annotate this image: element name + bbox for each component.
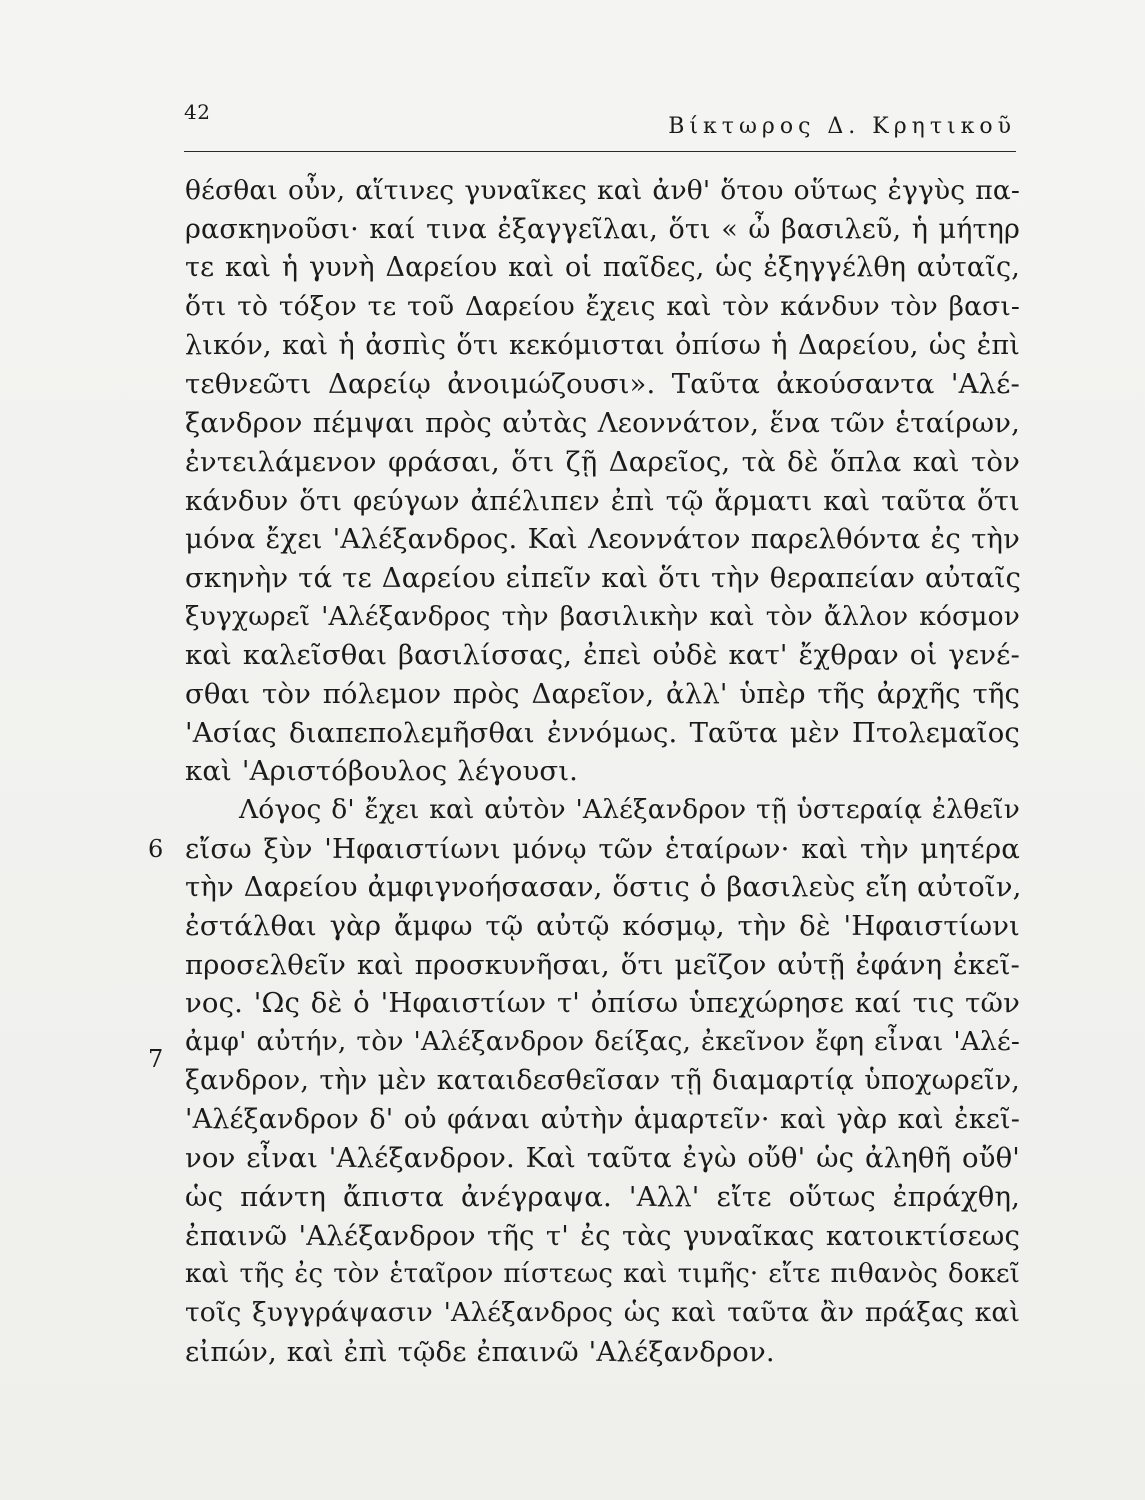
text-line: μόνα ἔχει 'Αλέξανδρος. Καὶ Λεοννάτον παρελθόντα ἐς τὴν: [185, 523, 1020, 556]
text-line: νος. 'Ως δὲ ὁ 'Ηφαιστίων τ' ὀπίσω ὑπεχώρησε καί τις τῶν: [185, 987, 1020, 1020]
text-line: ἐπαινῶ 'Αλέξανδρον τῆς τ' ἐς τὰς γυναῖκας κατοικτίσεως: [185, 1219, 1020, 1252]
text-line: 'Αλέξανδρον δ' οὐ φάναι αὐτὴν ἁμαρτεῖν· καὶ γὰρ καὶ ἐκεῖ-: [185, 1103, 1020, 1135]
text-line: σκηνὴν τά τε Δαρείου εἰπεῖν καὶ ὅτι τὴν θεραπείαν αὐταῖς: [185, 561, 1022, 594]
section-number-6: 6: [148, 835, 164, 863]
header-rule: [184, 151, 1016, 152]
text-line: ἐντειλάμενον φράσαι, ὅτι ζῇ Δαρεῖος, τὰ δὲ ὅπλα καὶ τὸν: [185, 445, 1020, 478]
text-line: τὴν Δαρείου ἀμφιγνοήσασαν, ὅστις ὁ βασιλεὺς εἴη αὐτοῖν,: [185, 871, 1022, 904]
text-line: ξανδρον πέμψαι πρὸς αὐτὰς Λεοννάτον, ἕνα τῶν ἑταίρων,: [185, 407, 1020, 440]
text-line: ρασκηνοῦσι· καί τινα ἐξαγγεῖλαι, ὅτι « ὦ βασιλεῦ, ἡ μήτηρ: [185, 213, 1020, 245]
text-line: τε καὶ ἡ γυνὴ Δαρείου καὶ οἱ παῖδες, ὡς ἐξηγγέλθη αὐταῖς,: [185, 252, 1020, 284]
text-line: προσελθεῖν καὶ προσκυνῆσαι, ὅτι μεῖζον αὐτῇ ἐφάνη ἐκεῖ-: [185, 948, 1020, 981]
text-line: σθαι τὸν πόλεμον πρὸς Δαρεῖον, ἀλλ' ὑπὲρ τῆς ἀρχῆς τῆς: [185, 677, 1020, 710]
running-head: Βίκτωρος Δ. Κρητικοῦ: [668, 114, 1016, 139]
text-line: ἀμφ' αὐτήν, τὸν 'Αλέξανδρον δείξας, ἐκεῖνον ἔφη εἶναι 'Αλέ-: [185, 1026, 1020, 1058]
text-line: ξανδρον, τὴν μὲν καταιδεσθεῖσαν τῇ διαμαρτίᾳ ὑποχωρεῖν,: [185, 1064, 1020, 1096]
text-line: καὶ τῆς ἐς τὸν ἑταῖρον πίστεως καὶ τιμῆς· εἴτε πιθανὸς δοκεῖ: [185, 1259, 1020, 1290]
text-line: ὅτι τὸ τόξον τε τοῦ Δαρείου ἔχεις καὶ τὸν κάνδυν τὸν βασι-: [185, 291, 1020, 323]
body-text: [185, 172, 1020, 1371]
text-line: θέσθαι οὖν, αἵτινες γυναῖκες καὶ ἀνθ' ὅτου οὕτως ἐγγὺς πα-: [185, 175, 1020, 206]
text-line: καὶ 'Αριστόβουλος λέγουσι.: [185, 755, 579, 788]
text-line: καὶ καλεῖσθαι βασιλίσσας, ἐπεὶ οὐδὲ κατ' ἔχθραν οἱ γενέ-: [185, 639, 1020, 672]
text-line: Λόγος δ' ἔχει καὶ αὐτὸν 'Αλέξανδρον τῇ ὑστεραίᾳ ἐλθεῖν: [239, 794, 1020, 825]
text-line: ξυγχωρεῖ 'Αλέξανδρος τὴν βασιλικὴν καὶ τὸν ἄλλον κόσμον: [185, 600, 1020, 632]
page-header: [184, 98, 1016, 152]
text-line: νον εἶναι 'Αλέξανδρον. Καὶ ταῦτα ἐγὼ οὔθ' ὡς ἀληθῆ οὔθ': [185, 1142, 1020, 1175]
text-line: λικόν, καὶ ἡ ἀσπὶς ὅτι κεκόμισται ὀπίσω ἡ Δαρείου, ὡς ἐπὶ: [185, 329, 1020, 361]
text-line: εἴσω ξὺν 'Ηφαιστίωνι μόνῳ τῶν ἑταίρων· καὶ τὴν μητέρα: [185, 832, 1020, 865]
text-line: τοῖς ξυγγράψασιν 'Αλέξανδρος ὡς καὶ ταῦτα ἂν πράξας καὶ: [185, 1296, 1020, 1328]
text-line: εἰπών, καὶ ἐπὶ τῷδε ἐπαινῶ 'Αλέξανδρον.: [185, 1335, 775, 1368]
text-line: τεθνεῶτι Δαρείῳ ἀνοιμώζουσι». Ταῦτα ἀκούσαντα 'Αλέ-: [185, 368, 1020, 401]
section-number-7: 7: [148, 1045, 164, 1073]
page-number: 42: [184, 100, 211, 124]
text-line: ὡς πάντη ἄπιστα ἀνέγραψα. 'Αλλ' εἴτε οὕτως ἐπράχθη,: [185, 1180, 1020, 1213]
text-line: 'Ασίας διαπεπολεμῆσθαι ἐννόμως. Ταῦτα μὲν Πτολεμαῖος: [185, 716, 1020, 749]
text-line: κάνδυν ὅτι φεύγων ἀπέλιπεν ἐπὶ τῷ ἅρματι καὶ ταῦτα ὅτι: [185, 484, 1020, 517]
text-line: ἐστάλθαι γὰρ ἄμφω τῷ αὐτῷ κόσμῳ, τὴν δὲ 'Ηφαιστίωνι: [185, 910, 1020, 943]
